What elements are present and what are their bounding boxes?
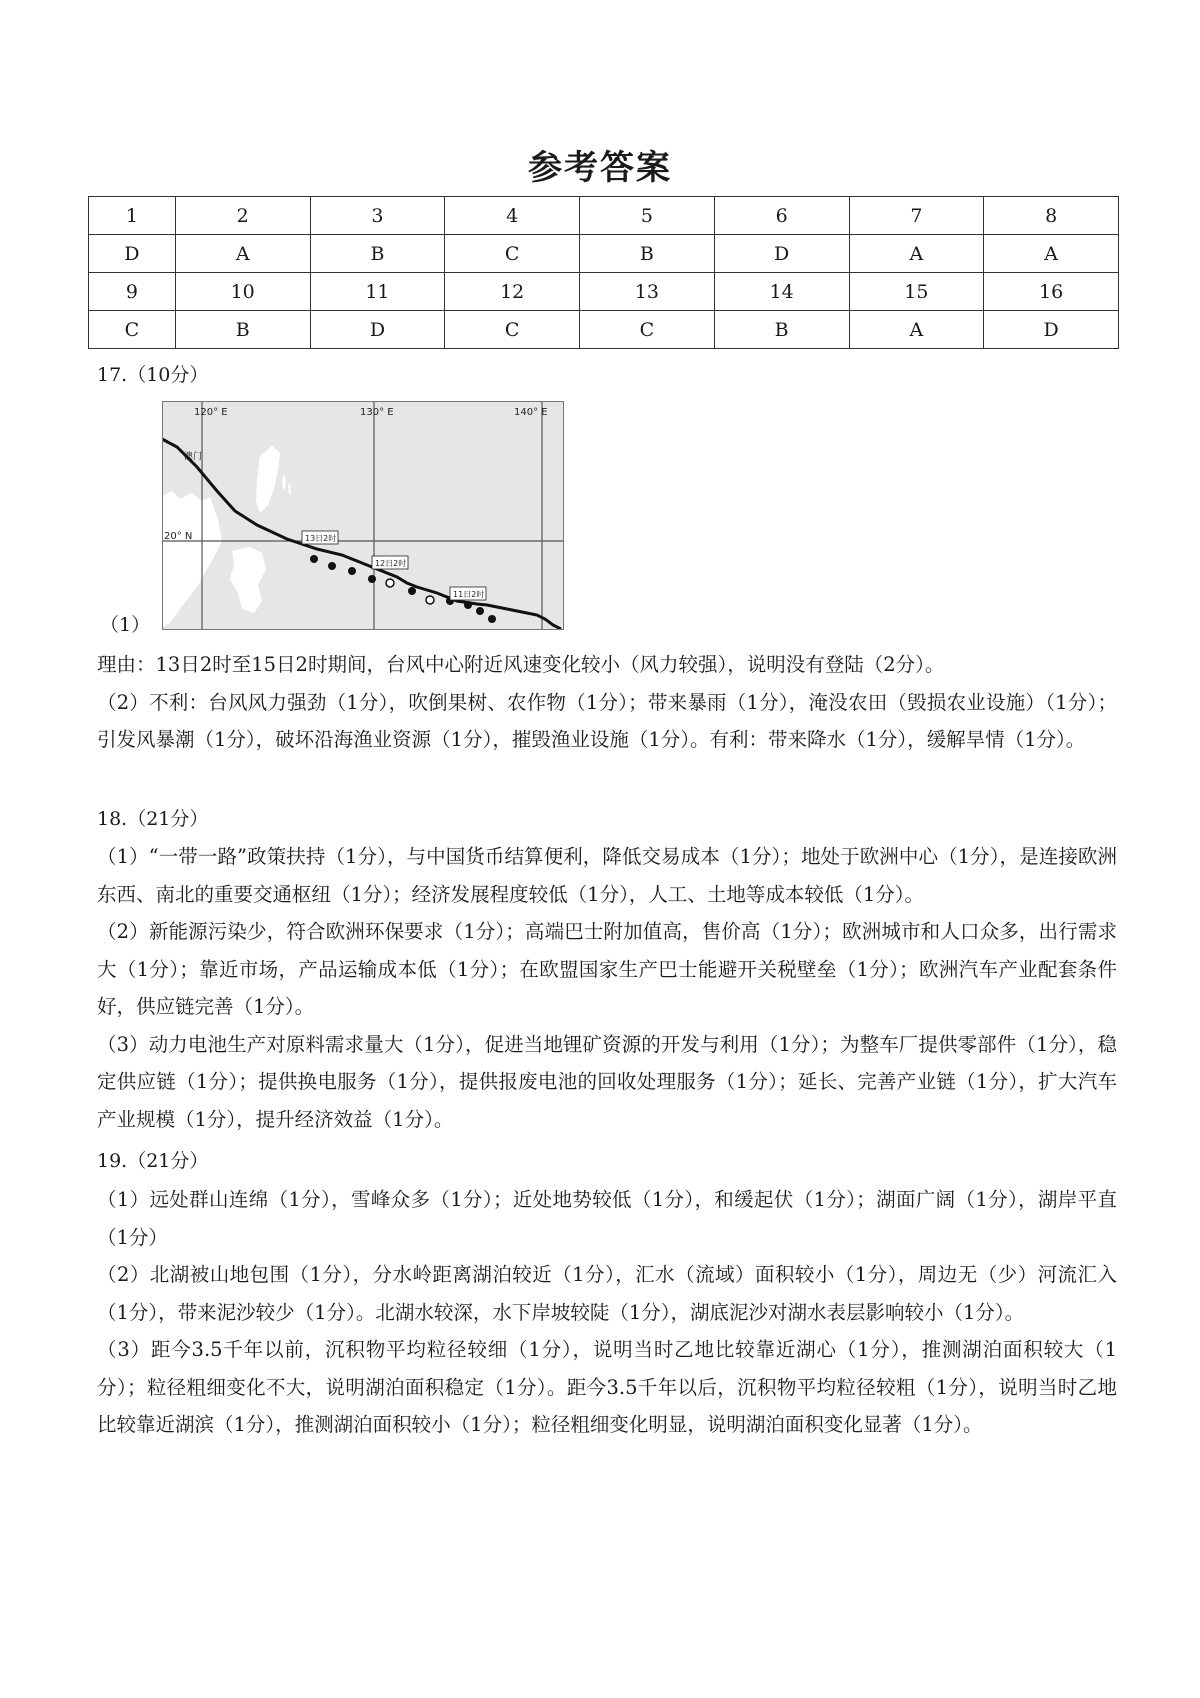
question-number-cell: 12 (445, 273, 580, 311)
answer-line: （3）距今3.5千年以前，沉积物平均粒径较细（1分），说明当时乙地比较靠近湖心（1分），推测湖泊面积较大（1分）；粒径粗细变化不大，说明湖泊面积稳定（1分）。距今3.5千年以后，沉积物平均粒径较粗（1分），说明当时乙地比较靠近湖滨（1分），推测湖泊面积较小（1分）；粒径粗细变化明显，说明湖泊面积变化显著（1分）。 (97, 1338, 1117, 1436)
answer-line: （1）远处群山连绵（1分），雪峰众多（1分）；近处地势较低（1分），和缓起伏（1分）；湖面广阔（1分），湖岸平直（1分） (97, 1188, 1117, 1249)
question-number-cell: 6 (714, 197, 849, 235)
track-point (476, 607, 484, 615)
question-number-cell: 8 (984, 197, 1119, 235)
track-point (348, 567, 356, 575)
lat-label-20n: 20° N (164, 531, 193, 542)
answer-line: （2）新能源污染少，符合欧洲环保要求（1分）；高端巴士附加值高，售价高（1分）；欧洲城市和人口众多，出行需求大（1分）；靠近市场，产品运输成本低（1分）；在欧盟国家生产巴士能避开关税壁垒（1分）；欧洲汽车产业配套条件好，供应链完善（1分）。 (97, 920, 1117, 1018)
track-point (328, 562, 336, 570)
question-number-cell: 5 (580, 197, 715, 235)
question-number-cell: 10 (175, 273, 310, 311)
answer-cell: B (310, 235, 445, 273)
answer-cell: A (849, 311, 984, 349)
answer-cell: C (445, 235, 580, 273)
question-number-cell: 13 (580, 273, 715, 311)
question-number-cell: 16 (984, 273, 1119, 311)
answer-cell: C (89, 311, 176, 349)
question-number-cell: 14 (714, 273, 849, 311)
track-point-hollow (426, 596, 434, 604)
question-number-cell: 9 (89, 273, 176, 311)
question-18-answers (97, 838, 1117, 1138)
track-point (488, 615, 496, 623)
question-19-answers (97, 1181, 1117, 1444)
answer-cell: D (89, 235, 176, 273)
map-background (162, 401, 564, 630)
answer-cell: D (714, 235, 849, 273)
start-label: 澳门 (184, 452, 203, 462)
answer-cell: D (310, 311, 445, 349)
answer-cell: A (984, 235, 1119, 273)
question-number-cell: 11 (310, 273, 445, 311)
track-point (368, 575, 376, 583)
track-point-hollow (386, 579, 394, 587)
answer-line: 理由：13日2时至15日2时期间，台风中心附近风速变化较小（风力较强），说明没有登陆（2分）。 (97, 653, 945, 676)
answer-cell: D (984, 311, 1119, 349)
answer-table-row (89, 235, 1119, 273)
question-17-heading: 17.（10分） (97, 364, 209, 386)
answer-table-row (89, 197, 1119, 235)
time-label-11: 11日2时 (453, 590, 485, 599)
question-number-cell: 2 (175, 197, 310, 235)
answer-cell: C (580, 311, 715, 349)
typhoon-track-map (162, 401, 564, 630)
time-label-13: 13日2时 (305, 534, 337, 543)
answer-cell: A (175, 235, 310, 273)
question-18-heading: 18.（21分） (97, 808, 209, 830)
answer-line: （2）北湖被山地包围（1分），分水岭距离湖泊较近（1分），汇水（流域）面积较小（1分），周边无（少）河流汇入（1分），带来泥沙较少（1分）。北湖水较深，水下岸坡较陡（1分），湖底泥沙对湖水表层影响较小（1分）。 (97, 1263, 1117, 1324)
answer-line: （1）“一带一路”政策扶持（1分），与中国货币结算便利，降低交易成本（1分）；地处于欧洲中心（1分），是连接欧洲东西、南北的重要交通枢纽（1分）；经济发展程度较低（1分），人工、土地等成本较低（1分）。 (97, 845, 1117, 906)
answer-table (88, 196, 1119, 349)
answer-table-row (89, 273, 1119, 311)
answer-cell: B (580, 235, 715, 273)
question-19-heading: 19.（21分） (97, 1150, 209, 1172)
time-label-12: 12日2时 (375, 559, 407, 568)
track-point (464, 601, 472, 609)
answer-cell: C (445, 311, 580, 349)
question-17-answers (97, 646, 1117, 759)
question-17-part1-label: （1） (100, 614, 151, 636)
question-number-cell: 7 (849, 197, 984, 235)
answer-cell: B (714, 311, 849, 349)
question-number-cell: 1 (89, 197, 176, 235)
lon-label-130: 130° E (360, 407, 394, 418)
answer-cell: A (849, 235, 984, 273)
question-number-cell: 15 (849, 273, 984, 311)
question-number-cell: 3 (310, 197, 445, 235)
answer-line: （3）动力电池生产对原料需求量大（1分），促进当地锂矿资源的开发与利用（1分）；为整车厂提供零部件（1分），稳定供应链（1分）；提供换电服务（1分），提供报废电池的回收处理服务（1分）；延长、完善产业链（1分），扩大汽车产业规模（1分），提升经济效益（1分）。 (97, 1032, 1117, 1131)
track-point (408, 587, 416, 595)
question-number-cell: 4 (445, 197, 580, 235)
answer-line: （2）不利：台风风力强劲（1分），吹倒果树、农作物（1分）；带来暴雨（1分），淹没农田（毁损农业设施）（1分）；引发风暴潮（1分），破坏沿海渔业资源（1分），摧毁渔业设施（1分）。有利：带来降水（1分），缓解旱情（1分）。 (97, 690, 1117, 751)
answer-cell: B (175, 311, 310, 349)
answer-table-row (89, 311, 1119, 349)
page-title: 参考答案 (528, 148, 672, 188)
track-point (310, 555, 318, 563)
lon-label-140: 140° E (514, 407, 548, 418)
lon-label-120: 120° E (194, 407, 228, 418)
